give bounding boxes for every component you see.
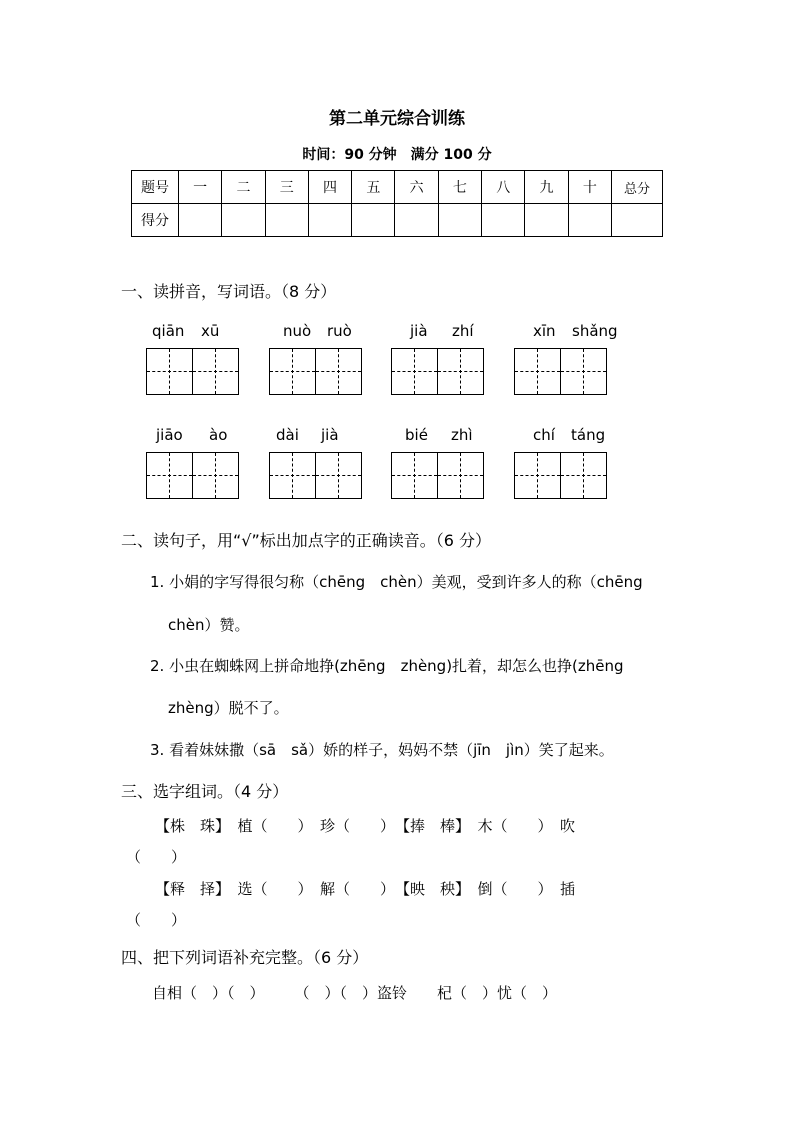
score-header-cell: 七 <box>438 171 481 204</box>
pinyin-label: táng <box>571 426 606 444</box>
writing-cell[interactable] <box>437 348 484 395</box>
pinyin-label: dài <box>276 426 299 444</box>
choice-row-2-wrap: （ ） <box>126 911 187 929</box>
writing-cell[interactable] <box>391 452 438 499</box>
choice-row-1: 【株 珠】 植（ ） 珍（ ） 【捧 棒】 木（ ） 吹 <box>155 817 576 835</box>
pinyin-label: zhì <box>451 426 473 444</box>
writing-grid[interactable] <box>514 348 606 394</box>
writing-cell[interactable] <box>269 452 316 499</box>
score-header-cell: 题号 <box>132 171 179 204</box>
question-2-2-line-1: 2. 小虫在蜘蛛网上拼命地挣(zhēng zhèng)扎着，却怎么也挣(zhēng <box>150 657 624 675</box>
idiom-completion-line: 自相（ ）（ ） （ ）（ ）盗铃 杞（ ）忧（ ） <box>152 984 558 1002</box>
pinyin-label: xū <box>201 322 220 340</box>
writing-grid[interactable] <box>269 348 361 394</box>
score-header-cell: 九 <box>525 171 568 204</box>
question-2-1-line-2: chèn）赞。 <box>168 616 250 634</box>
score-header-cell: 三 <box>265 171 308 204</box>
score-header-cell: 二 <box>222 171 265 204</box>
score-header-cell: 十 <box>568 171 611 204</box>
question-2-3: 3. 看着妹妹撒（sā sǎ）娇的样子，妈妈不禁（jīn jìn）笑了起来。 <box>150 741 614 759</box>
writing-cell[interactable] <box>391 348 438 395</box>
writing-cell[interactable] <box>146 452 193 499</box>
score-input-cell[interactable] <box>265 204 308 237</box>
writing-grid[interactable] <box>391 452 483 498</box>
question-2-1-line-1: 1. 小娟的字写得很匀称（chēng chèn）美观，受到许多人的称（chēng <box>150 573 643 591</box>
writing-cell[interactable] <box>269 348 316 395</box>
score-input-cell[interactable] <box>308 204 351 237</box>
choice-row-2: 【释 择】 选（ ） 解（ ） 【映 秧】 倒（ ） 插 <box>155 880 576 898</box>
score-header-cell: 一 <box>179 171 222 204</box>
page-title: 第二单元综合训练 <box>329 109 465 129</box>
score-input-cell[interactable] <box>395 204 438 237</box>
writing-grid[interactable] <box>146 348 238 394</box>
writing-cell[interactable] <box>192 348 239 395</box>
choice-row-1-wrap: （ ） <box>126 848 187 866</box>
pinyin-label: jià <box>410 322 428 340</box>
score-table-header-row <box>132 171 663 204</box>
writing-cell[interactable] <box>315 348 362 395</box>
section-4-heading: 四、把下列词语补充完整。（6 分） <box>121 948 369 967</box>
writing-cell[interactable] <box>437 452 484 499</box>
question-2-2-line-2: zhèng）脱不了。 <box>168 699 289 717</box>
pinyin-label: ruò <box>327 322 352 340</box>
score-table-score-row <box>132 204 663 237</box>
writing-cell[interactable] <box>192 452 239 499</box>
score-header-cell: 四 <box>308 171 351 204</box>
writing-cell[interactable] <box>560 452 607 499</box>
pinyin-label: qiān <box>152 322 185 340</box>
score-input-cell[interactable] <box>525 204 568 237</box>
pinyin-label: ào <box>209 426 228 444</box>
score-header-cell: 五 <box>352 171 395 204</box>
writing-cell[interactable] <box>560 348 607 395</box>
writing-grid[interactable] <box>146 452 238 498</box>
writing-cell[interactable] <box>514 452 561 499</box>
writing-cell[interactable] <box>315 452 362 499</box>
writing-grid[interactable] <box>269 452 361 498</box>
writing-grid[interactable] <box>391 348 483 394</box>
score-input-cell[interactable] <box>438 204 481 237</box>
pinyin-label: shǎng <box>572 322 618 340</box>
pinyin-label: jiāo <box>156 426 183 444</box>
score-input-cell[interactable] <box>482 204 525 237</box>
score-header-cell: 八 <box>482 171 525 204</box>
page-subtitle: 时间：90 分钟 满分 100 分 <box>302 147 492 163</box>
score-header-cell: 六 <box>395 171 438 204</box>
writing-cell[interactable] <box>146 348 193 395</box>
section-3-heading: 三、选字组词。（4 分） <box>121 782 289 801</box>
pinyin-label: zhí <box>452 322 474 340</box>
score-input-cell[interactable] <box>568 204 611 237</box>
pinyin-label: nuò <box>283 322 312 340</box>
score-header-cell: 总分 <box>612 171 663 204</box>
section-2-heading: 二、读句子，用“√”标出加点字的正确读音。（6 分） <box>121 531 492 550</box>
pinyin-label: chí <box>533 426 555 444</box>
score-input-cell[interactable] <box>179 204 222 237</box>
pinyin-label: bié <box>405 426 428 444</box>
section-1-heading: 一、读拼音，写词语。（8 分） <box>121 282 337 301</box>
pinyin-label: xīn <box>533 322 556 340</box>
pinyin-label: jià <box>321 426 339 444</box>
writing-grid[interactable] <box>514 452 606 498</box>
score-table <box>131 170 663 237</box>
score-input-cell[interactable] <box>612 204 663 237</box>
score-input-cell[interactable] <box>352 204 395 237</box>
writing-cell[interactable] <box>514 348 561 395</box>
score-row-label: 得分 <box>132 204 179 237</box>
score-input-cell[interactable] <box>222 204 265 237</box>
